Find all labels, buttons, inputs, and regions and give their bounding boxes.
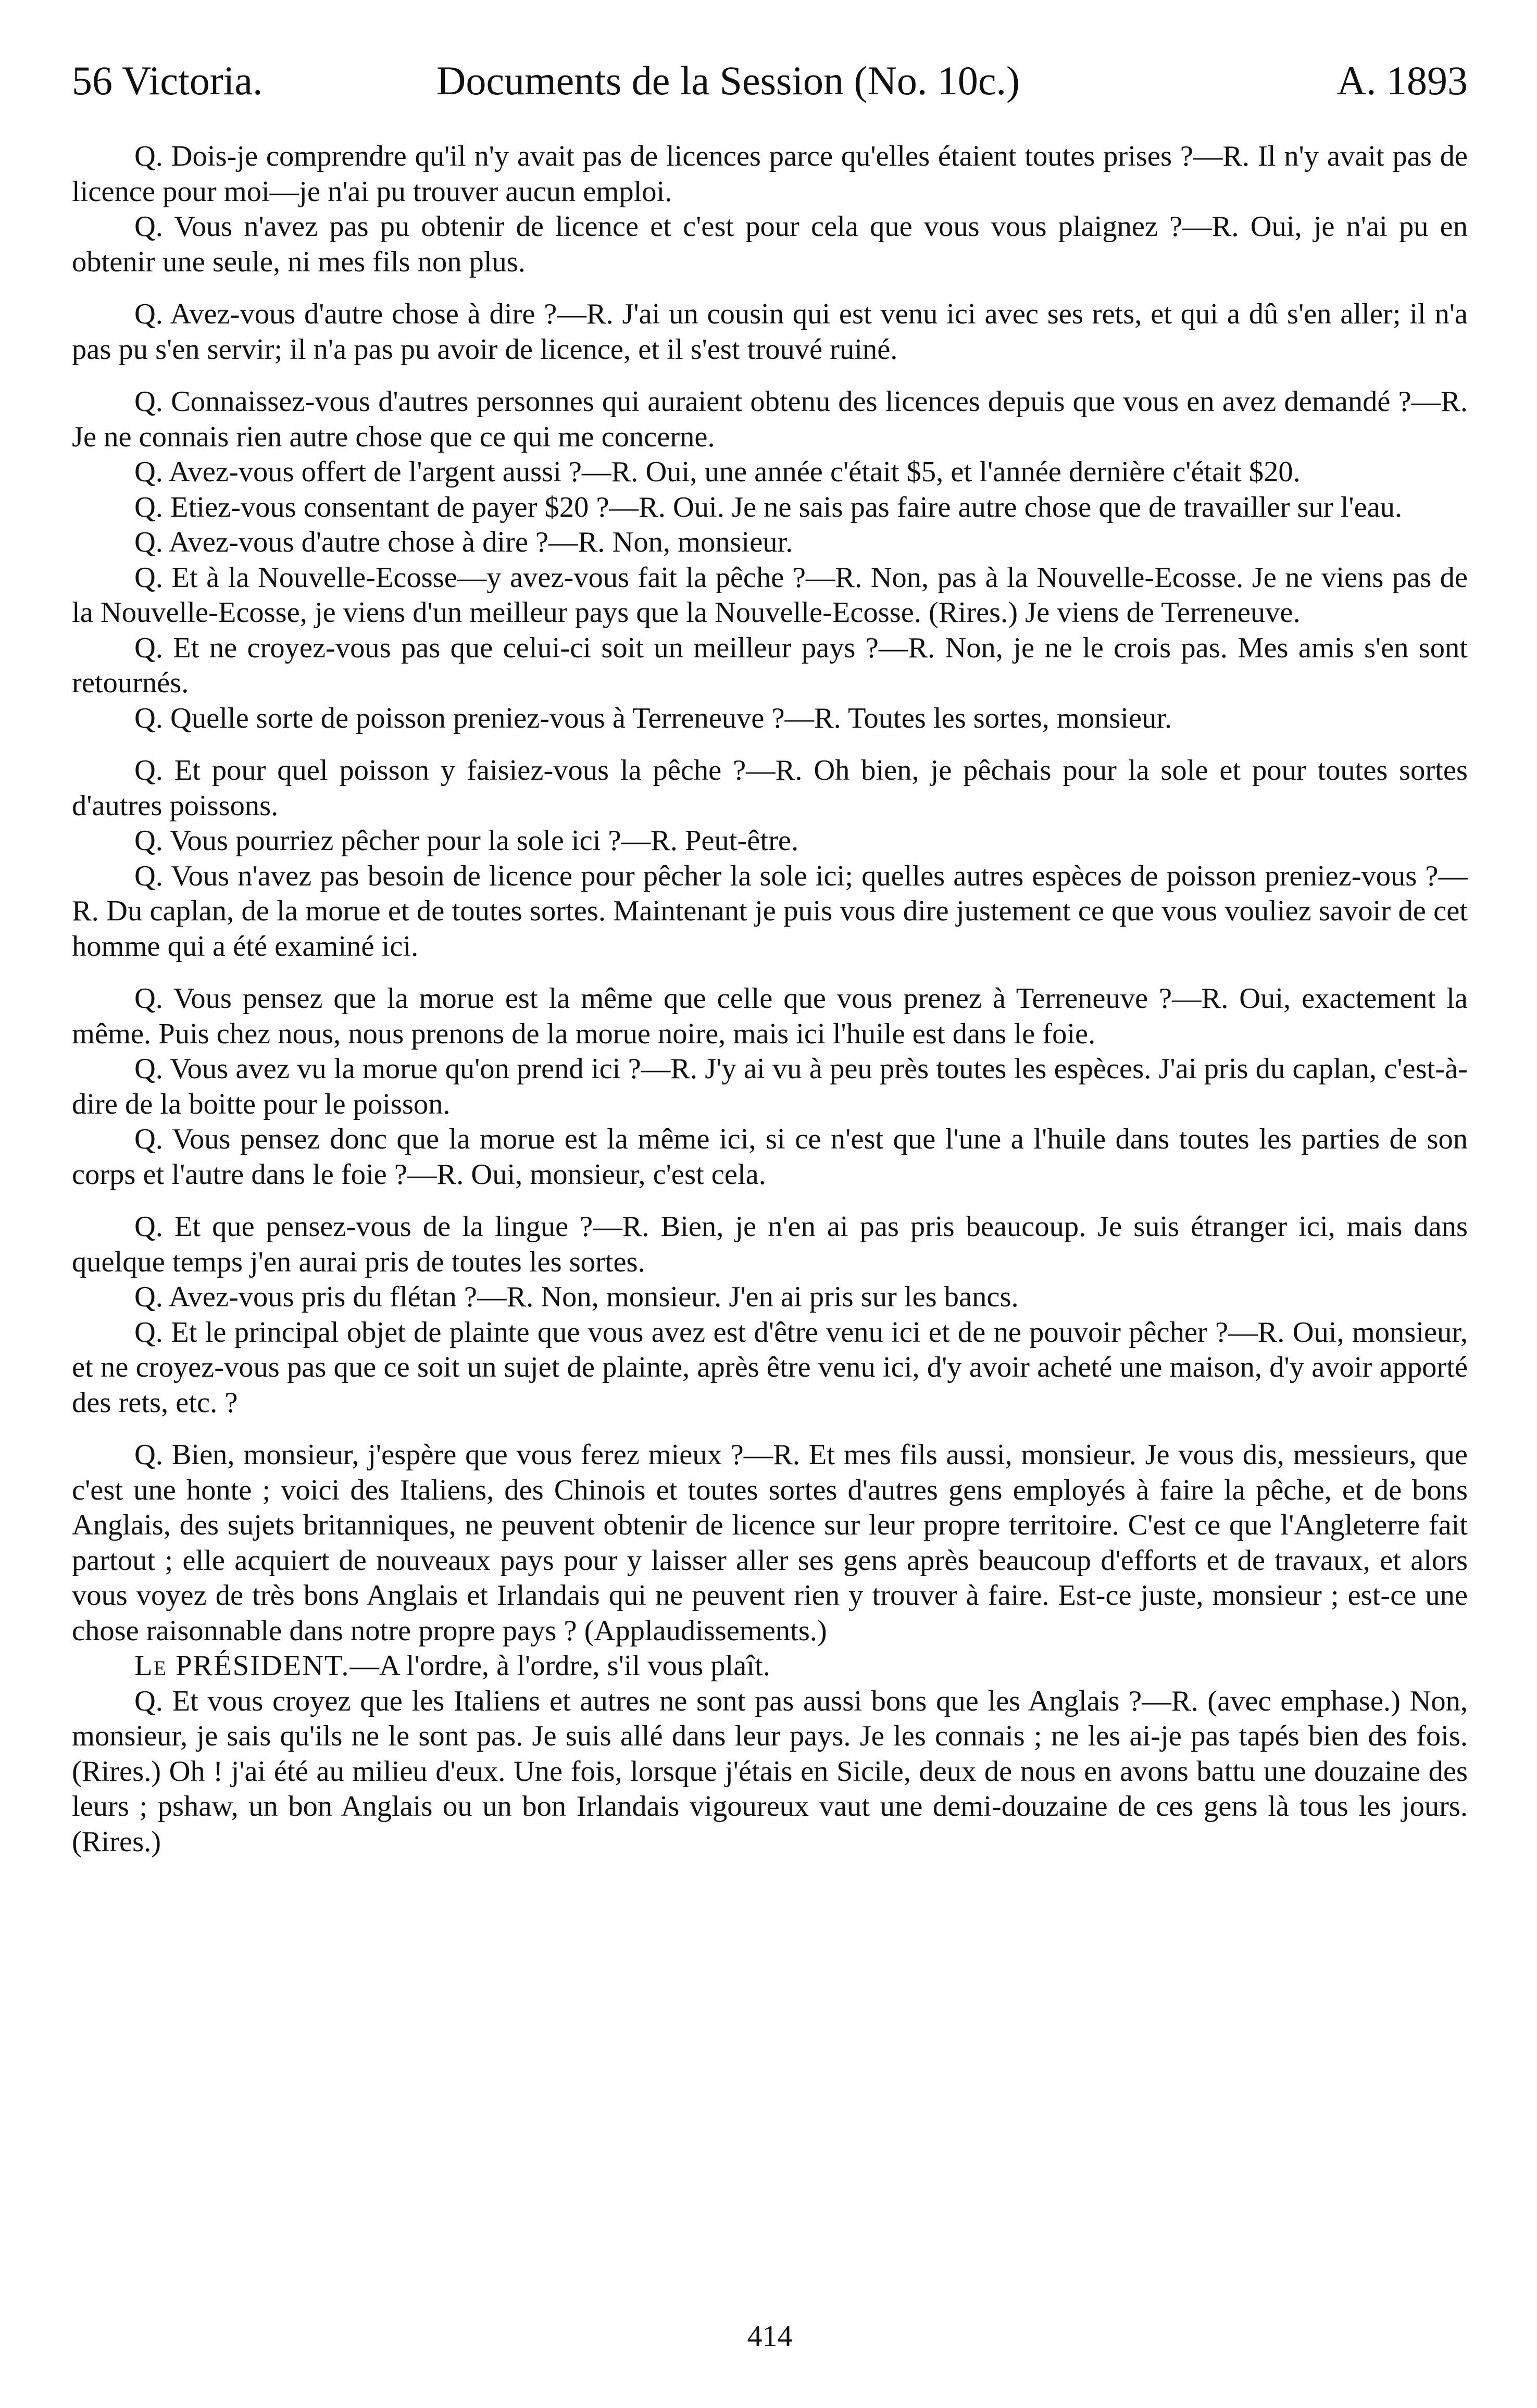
paragraph: Q. Avez-vous d'autre chose à dire ?—R. Non, monsieur. [134,526,793,558]
paragraph: Q. Vous n'avez pas besoin de licence pour pêcher la sole ici; quelles autres espèces de poisson preniez-vous ?—R. Du caplan, de la morue et de toutes sortes. Maintenant je puis vous dire justement ce que vous vouliez savoir de cet homme qui a été examiné ici. [72,859,1468,963]
document-page [72,49,1468,2383]
testimony-body [72,139,1468,1860]
speaker-paragraph [72,1649,1468,1684]
paragraph: Q. Et pour quel poisson y faisiez-vous la pêche ?—R. Oh bien, je pêchais pour la sole et pour toutes sortes d'autres poissons. [72,754,1468,822]
paragraph: Q. Dois-je comprendre qu'il n'y avait pas de licences parce qu'elles étaient toutes prises ?—R. Il n'y avait pas de licence pour moi—je n'ai pu trouver aucun emploi. [72,140,1468,208]
paragraph: Q. Bien, monsieur, j'espère que vous ferez mieux ?—R. Et mes fils aussi, monsieur. Je vous dis, messieurs, que c'est une honte ; voici des Italiens, des Chinois et toutes sortes d'autres gens employés à faire la pêche, et de bons Anglais, des sujets britanniques, ne peuvent obtenir de licence sur leur propre territoire. C'est ce que l'Angleterre fait partout ; elle acquiert de nouveaux pays pour y laisser aller ses gens après beaucoup d'efforts et de travaux, et alors vous voyez de très bons Anglais et Irlandais qui ne peuvent rien y trouver à faire. Est-ce juste, monsieur ; est-ce une chose raisonnable dans notre propre pays ? (Applaudissements.) [72,1439,1468,1647]
paragraph: Q. Vous avez vu la morue qu'on prend ici ?—R. J'y ai vu à peu près toutes les espèces. J'ai pris du caplan, c'est-à-dire de la boitte pour le poisson. [72,1053,1468,1120]
page-number: 414 [747,2319,793,2353]
header-year: A. 1893 [1336,58,1468,103]
paragraph: Q. Quelle sorte de poisson preniez-vous à Terreneuve ?—R. Toutes les sortes, monsieur. [134,702,1172,734]
paragraph: Q. Vous pourriez pêcher pour la sole ici ?—R. Peut-être. [134,825,799,857]
paragraph: Q. Et ne croyez-vous pas que celui-ci soit un meilleur pays ?—R. Non, je ne le crois pas. Mes amis s'en sont retournés. [72,631,1468,699]
paragraph: Q. Connaissez-vous d'autres personnes qui auraient obtenu des licences depuis que vous en avez demandé ?—R. Je ne connais rien autre chose que ce qui me concerne. [72,385,1468,453]
header-document-title: Documents de la Session (No. 10c.) [436,58,1020,103]
paragraph: Q. Etiez-vous consentant de payer $20 ?—R. Oui. Je ne sais pas faire autre chose que de travailler sur l'eau. [134,491,1403,523]
paragraph: Q. Vous n'avez pas pu obtenir de licence et c'est pour cela que vous vous plaignez ?—R. Oui, je n'ai pu en obtenir une seule, ni mes fils non plus. [72,210,1468,278]
paragraph: Q. Vous pensez donc que la morue est la même ici, si ce n'est que l'une a l'huile dans toutes les parties de son corps et l'autre dans le foie ?—R. Oui, monsieur, c'est cela. [72,1123,1468,1191]
paragraph: Q. Avez-vous d'autre chose à dire ?—R. J'ai un cousin qui est venu ici avec ses rets, et qui a dû s'en aller; il n'a pas pu s'en servir; il n'a pas pu avoir de licence, et il s'est trouvé ruiné. [72,298,1468,366]
paragraph: Q. Et que pensez-vous de la lingue ?—R. Bien, je n'en ai pas pris beaucoup. Je suis étranger ici, mais dans quelque temps j'en aurai pris de toutes les sortes. [72,1211,1468,1278]
speaker-remark: —A l'ordre, à l'ordre, s'il vous plaît. [349,1650,770,1682]
paragraph: Q. Avez-vous pris du flétan ?—R. Non, monsieur. J'en ai pris sur les bancs. [134,1281,1019,1313]
header-regnal-year: 56 Victoria. [72,58,263,103]
paragraph: Q. Et le principal objet de plainte que vous avez est d'être venu ici et de ne pouvoir pêcher ?—R. Oui, monsieur, et ne croyez-vous pas que ce soit un sujet de plainte, après être venu ici, d'y avoir acheté une maison, d'y avoir apporté des rets, etc. ? [72,1316,1468,1419]
paragraph: Q. Avez-vous offert de l'argent aussi ?—R. Oui, une année c'était $5, et l'année dernière c'était $20. [134,456,1301,488]
paragraph: Q. Et vous croyez que les Italiens et autres ne sont pas aussi bons que les Anglais ?—R. (avec emphase.) Non, monsieur, je sais qu'ils ne le sont pas. Je suis allé dans leur pays. Je les connais ; ne les ai-je pas tapés bien des fois. (Rires.) Oh ! j'ai été au milieu d'eux. Une fois, lorsque j'étais en Sicile, deux de nous en avons battu une douzaine des leurs ; pshaw, un bon Anglais ou un bon Irlandais vigoureux vaut une demi-douzaine de ces gens là tous les jours. (Rires.) [72,1685,1468,1858]
running-header [72,49,1468,112]
paragraph: Q. Et à la Nouvelle-Ecosse—y avez-vous fait la pêche ?—R. Non, pas à la Nouvelle-Ecosse. Je ne viens pas de la Nouvelle-Ecosse, je viens d'un meilleur pays que la Nouvelle-Ecosse. (Rires.) Je viens de Terreneuve. [72,561,1468,629]
speaker-name: Le PRÉSIDENT. [134,1650,350,1682]
paragraph: Q. Vous pensez que la morue est la même que celle que vous prenez à Terreneuve ?—R. Oui, exactement la même. Puis chez nous, nous prenons de la morue noire, mais ici l'huile est dans le foie. [72,982,1468,1050]
